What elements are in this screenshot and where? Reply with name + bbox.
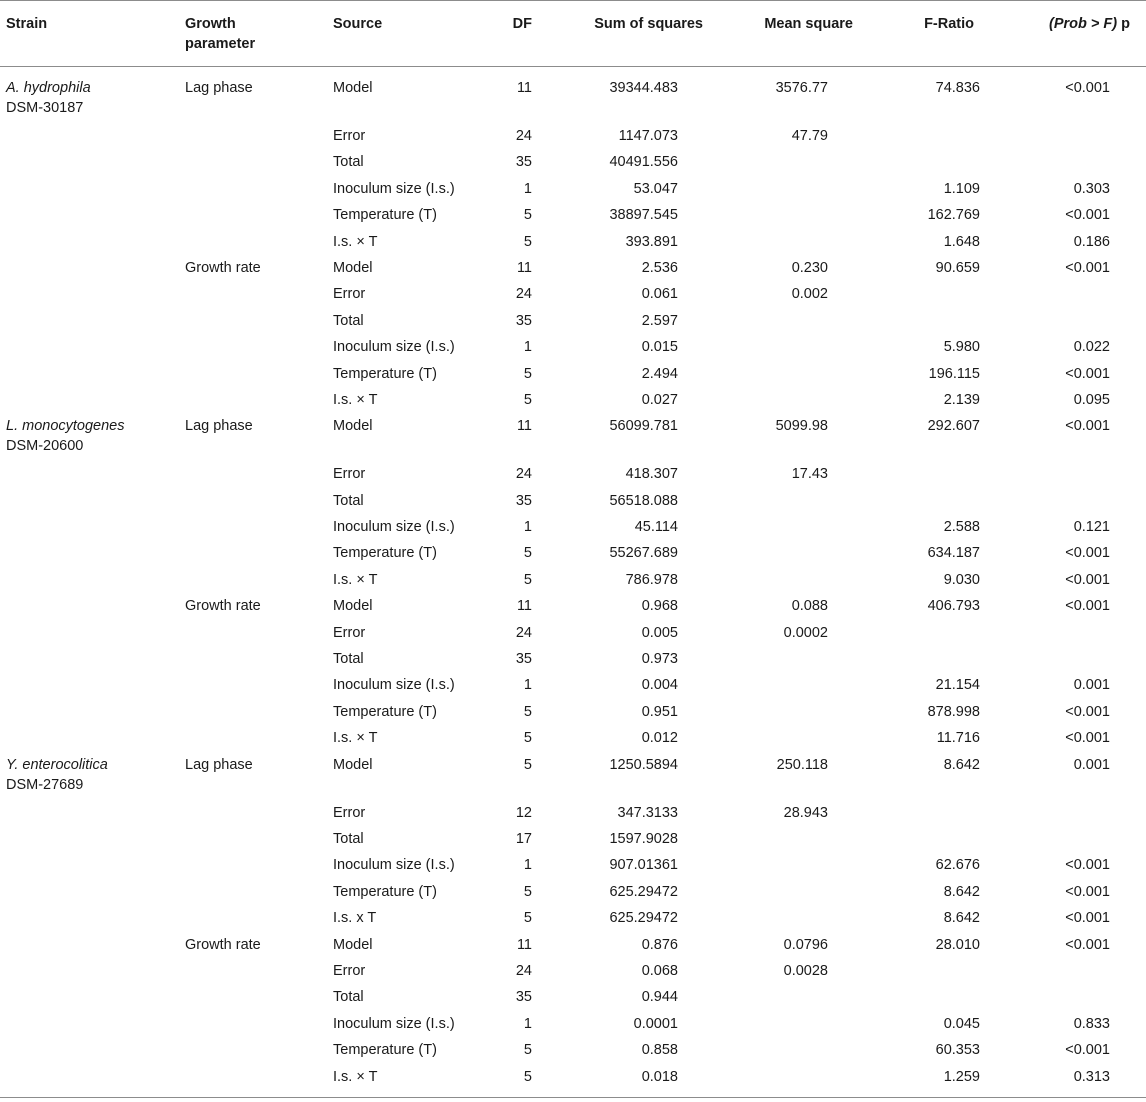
table-row <box>0 755 1146 803</box>
p-value-cell: 0.001 <box>1073 677 1110 694</box>
source-cell: I.s. × T <box>333 391 378 408</box>
table-row <box>0 517 1146 543</box>
source-cell: Model <box>333 259 373 276</box>
df-cell: 11 <box>516 936 532 953</box>
sum-of-squares-cell: 2.494 <box>641 365 678 382</box>
p-value-cell: <0.001 <box>1065 545 1110 562</box>
table-row <box>0 390 1146 416</box>
df-cell: 5 <box>523 910 532 927</box>
df-cell: 1 <box>523 519 532 536</box>
f-ratio-cell: 28.010 <box>935 936 980 953</box>
f-ratio-cell: 1.259 <box>943 1068 980 1085</box>
df-cell: 1 <box>523 180 532 197</box>
source-cell: I.s. × T <box>333 571 378 588</box>
sum-of-squares-cell: 0.944 <box>641 989 678 1006</box>
table-row <box>0 179 1146 205</box>
f-ratio-cell: 8.642 <box>943 756 980 773</box>
sum-of-squares-cell: 0.018 <box>641 1068 678 1085</box>
df-cell: 5 <box>523 1068 532 1085</box>
p-value-cell: <0.001 <box>1065 598 1110 615</box>
sum-of-squares-cell: 0.968 <box>641 598 678 615</box>
strain-id: DSM-27689 <box>6 776 84 793</box>
table-row <box>0 232 1146 258</box>
header-prob-label: (Prob > F) <box>1049 16 1118 32</box>
source-cell: Temperature (T) <box>333 883 437 900</box>
table-row <box>0 855 1146 881</box>
f-ratio-cell: 2.588 <box>943 519 980 536</box>
table-row <box>0 987 1146 1013</box>
df-cell: 35 <box>515 989 532 1006</box>
p-value-cell: <0.001 <box>1065 418 1110 435</box>
header-strain: Strain <box>6 16 48 32</box>
p-value-cell: 0.186 <box>1073 233 1110 250</box>
header-df: DF <box>512 16 532 32</box>
source-cell: Total <box>333 830 364 847</box>
table-row <box>0 908 1146 934</box>
sum-of-squares-cell: 347.3133 <box>617 804 678 821</box>
growth-parameter-cell: Growth rate <box>185 259 261 276</box>
table-row <box>0 126 1146 152</box>
f-ratio-cell: 2.139 <box>943 391 980 408</box>
source-cell: Temperature (T) <box>333 545 437 562</box>
table-row <box>0 935 1146 961</box>
table-row <box>0 258 1146 284</box>
mean-square-cell: 0.0028 <box>783 962 828 979</box>
table-row <box>0 882 1146 908</box>
table-row <box>0 570 1146 596</box>
p-value-cell: 0.833 <box>1073 1015 1110 1032</box>
f-ratio-cell: 1.109 <box>943 180 980 197</box>
mean-square-cell: 17.43 <box>791 466 828 483</box>
sum-of-squares-cell: 907.01361 <box>609 857 678 874</box>
table-row <box>0 1067 1146 1093</box>
table-row <box>0 728 1146 754</box>
mean-square-cell: 250.118 <box>776 756 828 773</box>
p-value-cell: <0.001 <box>1065 910 1110 927</box>
mean-square-cell: 3576.77 <box>775 80 828 96</box>
df-cell: 5 <box>523 207 532 224</box>
sum-of-squares-cell: 0.005 <box>641 624 678 641</box>
table-row <box>0 1014 1146 1040</box>
table-row <box>0 623 1146 649</box>
source-cell: Temperature (T) <box>333 703 437 720</box>
sum-of-squares-cell: 393.891 <box>625 233 678 250</box>
f-ratio-cell: 1.648 <box>943 233 980 250</box>
df-cell: 5 <box>523 883 532 900</box>
df-cell: 5 <box>523 1042 532 1059</box>
source-cell: Inoculum size (I.s.) <box>333 519 455 536</box>
table-row <box>0 491 1146 517</box>
table-row <box>0 337 1146 363</box>
df-cell: 35 <box>515 312 532 329</box>
p-value-cell: 0.001 <box>1073 756 1110 773</box>
df-cell: 35 <box>515 492 532 509</box>
sum-of-squares-cell: 45.114 <box>634 519 678 536</box>
table-bottom-rule <box>0 1097 1146 1098</box>
f-ratio-cell: 292.607 <box>927 418 980 435</box>
p-value-cell: <0.001 <box>1065 857 1110 874</box>
growth-parameter-cell: Growth rate <box>185 598 261 615</box>
table-row <box>0 205 1146 231</box>
df-cell: 24 <box>515 128 532 144</box>
source-cell: Total <box>333 989 364 1006</box>
source-cell: Model <box>333 80 373 96</box>
mean-square-cell: 28.943 <box>783 804 828 821</box>
sum-of-squares-cell: 56099.781 <box>609 418 678 435</box>
sum-of-squares-cell: 0.027 <box>641 391 678 408</box>
source-cell: I.s. × T <box>333 1068 378 1085</box>
df-cell: 5 <box>523 571 532 588</box>
p-value-cell: <0.001 <box>1065 259 1110 276</box>
df-cell: 24 <box>515 466 532 483</box>
df-cell: 1 <box>523 677 532 694</box>
table-top-rule <box>0 0 1146 1</box>
f-ratio-cell: 74.836 <box>935 80 980 96</box>
mean-square-cell: 0.002 <box>791 286 828 303</box>
table-body <box>0 78 1146 1093</box>
df-cell: 5 <box>523 756 532 773</box>
header-mean-square: Mean square <box>764 16 853 32</box>
table-row <box>0 596 1146 622</box>
df-cell: 5 <box>523 730 532 747</box>
f-ratio-cell: 162.769 <box>927 207 980 224</box>
growth-parameter-cell: Lag phase <box>185 418 253 435</box>
f-ratio-cell: 60.353 <box>935 1042 980 1059</box>
df-cell: 1 <box>523 339 532 356</box>
p-value-cell: <0.001 <box>1065 730 1110 747</box>
sum-of-squares-cell: 0.012 <box>641 730 678 747</box>
sum-of-squares-cell: 1597.9028 <box>609 830 678 847</box>
source-cell: Model <box>333 418 373 435</box>
df-cell: 11 <box>516 259 532 276</box>
strain-cell <box>6 755 108 795</box>
header-sum-of-squares: Sum of squares <box>594 16 703 32</box>
header-prob <box>980 14 1130 34</box>
table-row <box>0 702 1146 728</box>
df-cell: 17 <box>515 830 532 847</box>
sum-of-squares-cell: 0.004 <box>641 677 678 694</box>
f-ratio-cell: 90.659 <box>935 259 980 276</box>
f-ratio-cell: 5.980 <box>943 339 980 356</box>
source-cell: Model <box>333 936 373 953</box>
table-row <box>0 78 1146 126</box>
growth-parameter-cell: Lag phase <box>185 80 253 96</box>
sum-of-squares-cell: 0.068 <box>641 962 678 979</box>
source-cell: Total <box>333 312 364 329</box>
growth-parameter-cell: Lag phase <box>185 756 253 773</box>
df-cell: 1 <box>523 857 532 874</box>
source-cell: I.s. x T <box>333 910 377 927</box>
table-header-rule <box>0 66 1146 67</box>
f-ratio-cell: 62.676 <box>935 857 980 874</box>
p-value-cell: 0.303 <box>1073 180 1110 197</box>
source-cell: Total <box>333 651 364 668</box>
df-cell: 5 <box>523 545 532 562</box>
strain-cell <box>6 416 125 456</box>
source-cell: Total <box>333 492 364 509</box>
source-cell: Model <box>333 756 373 773</box>
mean-square-cell: 5099.98 <box>775 418 828 435</box>
source-cell: Error <box>333 286 366 303</box>
strain-id: DSM-30187 <box>6 100 84 116</box>
df-cell: 24 <box>515 286 532 303</box>
table-row <box>0 829 1146 855</box>
df-cell: 5 <box>523 391 532 408</box>
sum-of-squares-cell: 0.951 <box>641 703 678 720</box>
source-cell: Inoculum size (I.s.) <box>333 1015 455 1032</box>
strain-cell <box>6 78 91 118</box>
source-cell: Error <box>333 466 366 483</box>
sum-of-squares-cell: 786.978 <box>625 571 678 588</box>
source-cell: Error <box>333 962 366 979</box>
f-ratio-cell: 634.187 <box>927 545 980 562</box>
f-ratio-cell: 8.642 <box>943 883 980 900</box>
table-row <box>0 961 1146 987</box>
strain-name: Y. enterocolitica <box>6 756 108 773</box>
df-cell: 5 <box>523 233 532 250</box>
sum-of-squares-cell: 39344.483 <box>609 80 678 96</box>
source-cell: Inoculum size (I.s.) <box>333 677 455 694</box>
df-cell: 5 <box>523 365 532 382</box>
table-row <box>0 803 1146 829</box>
df-cell: 1 <box>523 1015 532 1032</box>
source-cell: Temperature (T) <box>333 207 437 224</box>
p-value-cell: <0.001 <box>1065 207 1110 224</box>
p-value-cell: <0.001 <box>1065 80 1110 96</box>
source-cell: Temperature (T) <box>333 365 437 382</box>
p-value-cell: <0.001 <box>1065 365 1110 382</box>
header-growth-parameter: Growth parameter <box>185 16 256 52</box>
source-cell: Inoculum size (I.s.) <box>333 339 455 356</box>
sum-of-squares-cell: 0.973 <box>641 651 678 668</box>
source-cell: I.s. × T <box>333 730 378 747</box>
table-row <box>0 1040 1146 1066</box>
table-row <box>0 284 1146 310</box>
sum-of-squares-cell: 53.047 <box>633 180 678 197</box>
f-ratio-cell: 9.030 <box>943 571 980 588</box>
df-cell: 11 <box>516 80 532 96</box>
table-row <box>0 311 1146 337</box>
table-row <box>0 649 1146 675</box>
sum-of-squares-cell: 0.858 <box>641 1042 678 1059</box>
p-value-cell: <0.001 <box>1065 883 1110 900</box>
p-value-cell: <0.001 <box>1065 1042 1110 1059</box>
df-cell: 11 <box>516 598 532 615</box>
sum-of-squares-cell: 55267.689 <box>609 545 678 562</box>
f-ratio-cell: 8.642 <box>943 910 980 927</box>
sum-of-squares-cell: 40491.556 <box>609 154 678 171</box>
table-row <box>0 416 1146 464</box>
f-ratio-cell: 0.045 <box>943 1015 980 1032</box>
f-ratio-cell: 196.115 <box>928 365 980 382</box>
p-value-cell: 0.095 <box>1073 391 1110 408</box>
f-ratio-cell: 406.793 <box>927 598 980 615</box>
source-cell: Temperature (T) <box>333 1042 437 1059</box>
table-row <box>0 543 1146 569</box>
mean-square-cell: 0.0796 <box>783 936 828 953</box>
df-cell: 24 <box>515 624 532 641</box>
source-cell: Error <box>333 128 366 144</box>
source-cell: Inoculum size (I.s.) <box>333 857 455 874</box>
source-cell: Total <box>333 154 364 171</box>
sum-of-squares-cell: 1250.5894 <box>609 756 678 773</box>
sum-of-squares-cell: 1147.073 <box>618 128 678 144</box>
df-cell: 12 <box>515 804 532 821</box>
sum-of-squares-cell: 38897.545 <box>609 207 678 224</box>
mean-square-cell: 0.230 <box>791 259 828 276</box>
p-value-cell: 0.313 <box>1073 1068 1110 1085</box>
f-ratio-cell: 21.154 <box>935 677 980 694</box>
p-value-cell: <0.001 <box>1065 703 1110 720</box>
strain-name: L. monocytogenes <box>6 418 125 435</box>
header-source: Source <box>333 16 383 32</box>
header-prob-p: p <box>1117 16 1130 32</box>
source-cell: Error <box>333 624 366 641</box>
sum-of-squares-cell: 56518.088 <box>609 492 678 509</box>
source-cell: I.s. × T <box>333 233 378 250</box>
p-value-cell: <0.001 <box>1065 571 1110 588</box>
sum-of-squares-cell: 0.876 <box>641 936 678 953</box>
growth-parameter-cell: Growth rate <box>185 936 261 953</box>
p-value-cell: <0.001 <box>1065 936 1110 953</box>
sum-of-squares-cell: 0.0001 <box>633 1015 678 1032</box>
df-cell: 11 <box>516 418 532 435</box>
source-cell: Inoculum size (I.s.) <box>333 180 455 197</box>
f-ratio-cell: 11.716 <box>936 730 980 747</box>
df-cell: 35 <box>515 651 532 668</box>
mean-square-cell: 0.088 <box>791 598 828 615</box>
table-row <box>0 152 1146 178</box>
sum-of-squares-cell: 625.29472 <box>609 910 678 927</box>
f-ratio-cell: 878.998 <box>927 703 980 720</box>
p-value-cell: 0.121 <box>1073 519 1110 536</box>
sum-of-squares-cell: 0.015 <box>641 339 678 356</box>
source-cell: Error <box>333 804 366 821</box>
df-cell: 5 <box>523 703 532 720</box>
source-cell: Model <box>333 598 373 615</box>
sum-of-squares-cell: 625.29472 <box>609 883 678 900</box>
mean-square-cell: 0.0002 <box>783 624 828 641</box>
table-row <box>0 364 1146 390</box>
p-value-cell: 0.022 <box>1073 339 1110 356</box>
df-cell: 24 <box>515 962 532 979</box>
sum-of-squares-cell: 2.597 <box>641 312 678 329</box>
table-row <box>0 675 1146 701</box>
mean-square-cell: 47.79 <box>791 128 828 144</box>
strain-id: DSM-20600 <box>6 438 84 455</box>
header-f-ratio: F-Ratio <box>924 16 974 32</box>
sum-of-squares-cell: 418.307 <box>625 466 678 483</box>
strain-name: A. hydrophila <box>6 80 91 96</box>
sum-of-squares-cell: 0.061 <box>641 286 678 303</box>
sum-of-squares-cell: 2.536 <box>641 259 678 276</box>
table-row <box>0 464 1146 490</box>
df-cell: 35 <box>515 154 532 171</box>
